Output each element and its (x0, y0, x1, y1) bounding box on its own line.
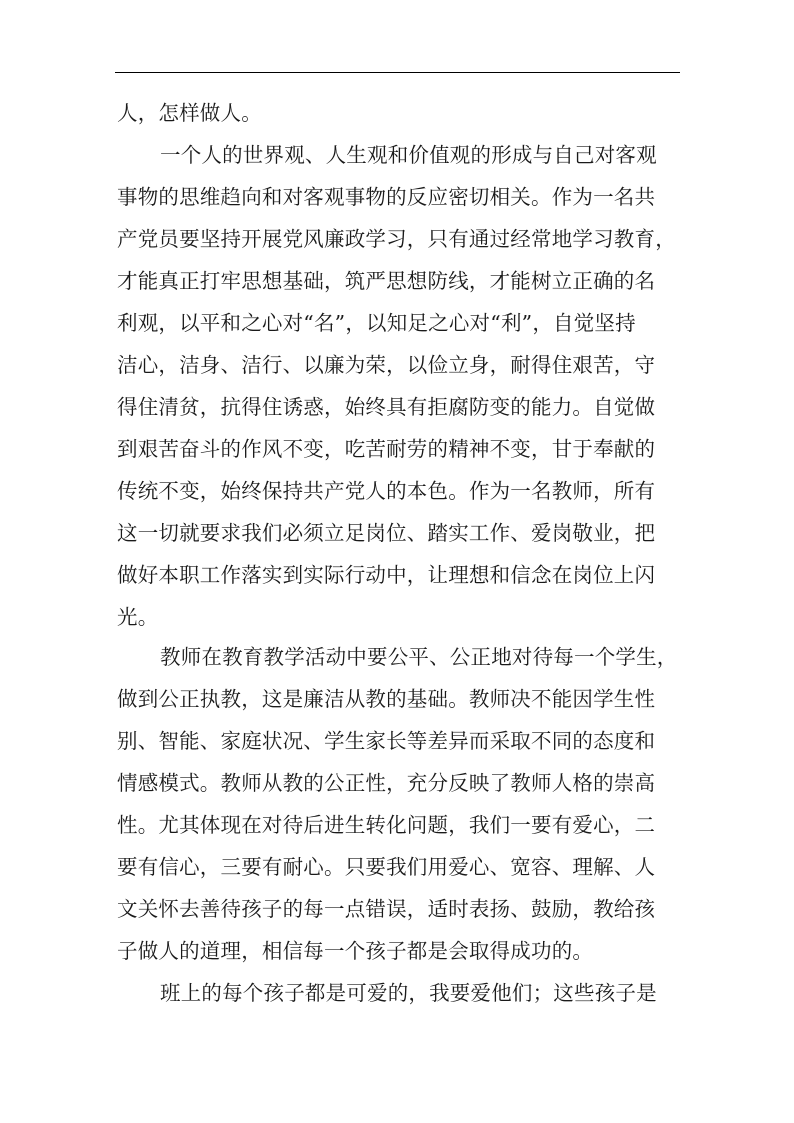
text-line: 一个人的世界观、人生观和价值观的形成与自己对客观 (160, 143, 657, 167)
text-line: 教师在教育教学活动中要公平、公正地对待每一个学生， (160, 645, 678, 669)
text-line: 利观，以平和之心对“名”，以知足之心对“利”，自觉坚持 (117, 311, 636, 335)
text-line: 人，怎样做人。 (117, 101, 262, 125)
text-line: 做到公正执教，这是廉洁从教的基础。教师决不能因学生性 (117, 687, 656, 711)
text-line: 到艰苦奋斗的作风不变，吃苦耐劳的精神不变，甘于奉献的 (117, 437, 656, 461)
text-line: 光。 (117, 605, 159, 629)
text-line: 要有信心，三要有耐心。只要我们用爱心、宽容、理解、人 (117, 855, 656, 879)
text-line: 情感模式。教师从教的公正性，充分反映了教师人格的崇高 (117, 771, 656, 795)
text-line: 班上的每个孩子都是可爱的，我要爱他们；这些孩子是 (160, 981, 657, 1005)
header-rule (115, 72, 680, 73)
text-line: 这一切就要求我们必须立足岗位、踏实工作、爱岗敬业，把 (117, 521, 656, 545)
text-line: 文关怀去善待孩子的每一点错误，适时表扬、鼓励，教给孩 (117, 897, 656, 921)
text-line: 性。尤其体现在对待后进生转化问题，我们一要有爱心，二 (117, 813, 656, 837)
text-line: 子做人的道理，相信每一个孩子都是会取得成功的。 (117, 939, 594, 963)
text-line: 产党员要坚持开展党风廉政学习，只有通过经常地学习教育， (117, 227, 676, 251)
text-line: 才能真正打牢思想基础，筑严思想防线，才能树立正确的名 (117, 269, 656, 293)
text-line: 事物的思维趋向和对客观事物的反应密切相关。作为一名共 (117, 185, 656, 209)
text-line: 别、智能、家庭状况、学生家长等差异而采取不同的态度和 (117, 729, 656, 753)
text-line: 得住清贫，抗得住诱惑，始终具有拒腐防变的能力。自觉做 (117, 395, 656, 419)
text-line: 做好本职工作落实到实际行动中，让理想和信念在岗位上闪 (117, 563, 656, 587)
text-line: 洁心，洁身、洁行、以廉为荣，以俭立身，耐得住艰苦，守 (117, 353, 656, 377)
text-line: 传统不变，始终保持共产党人的本色。作为一名教师，所有 (117, 479, 656, 503)
